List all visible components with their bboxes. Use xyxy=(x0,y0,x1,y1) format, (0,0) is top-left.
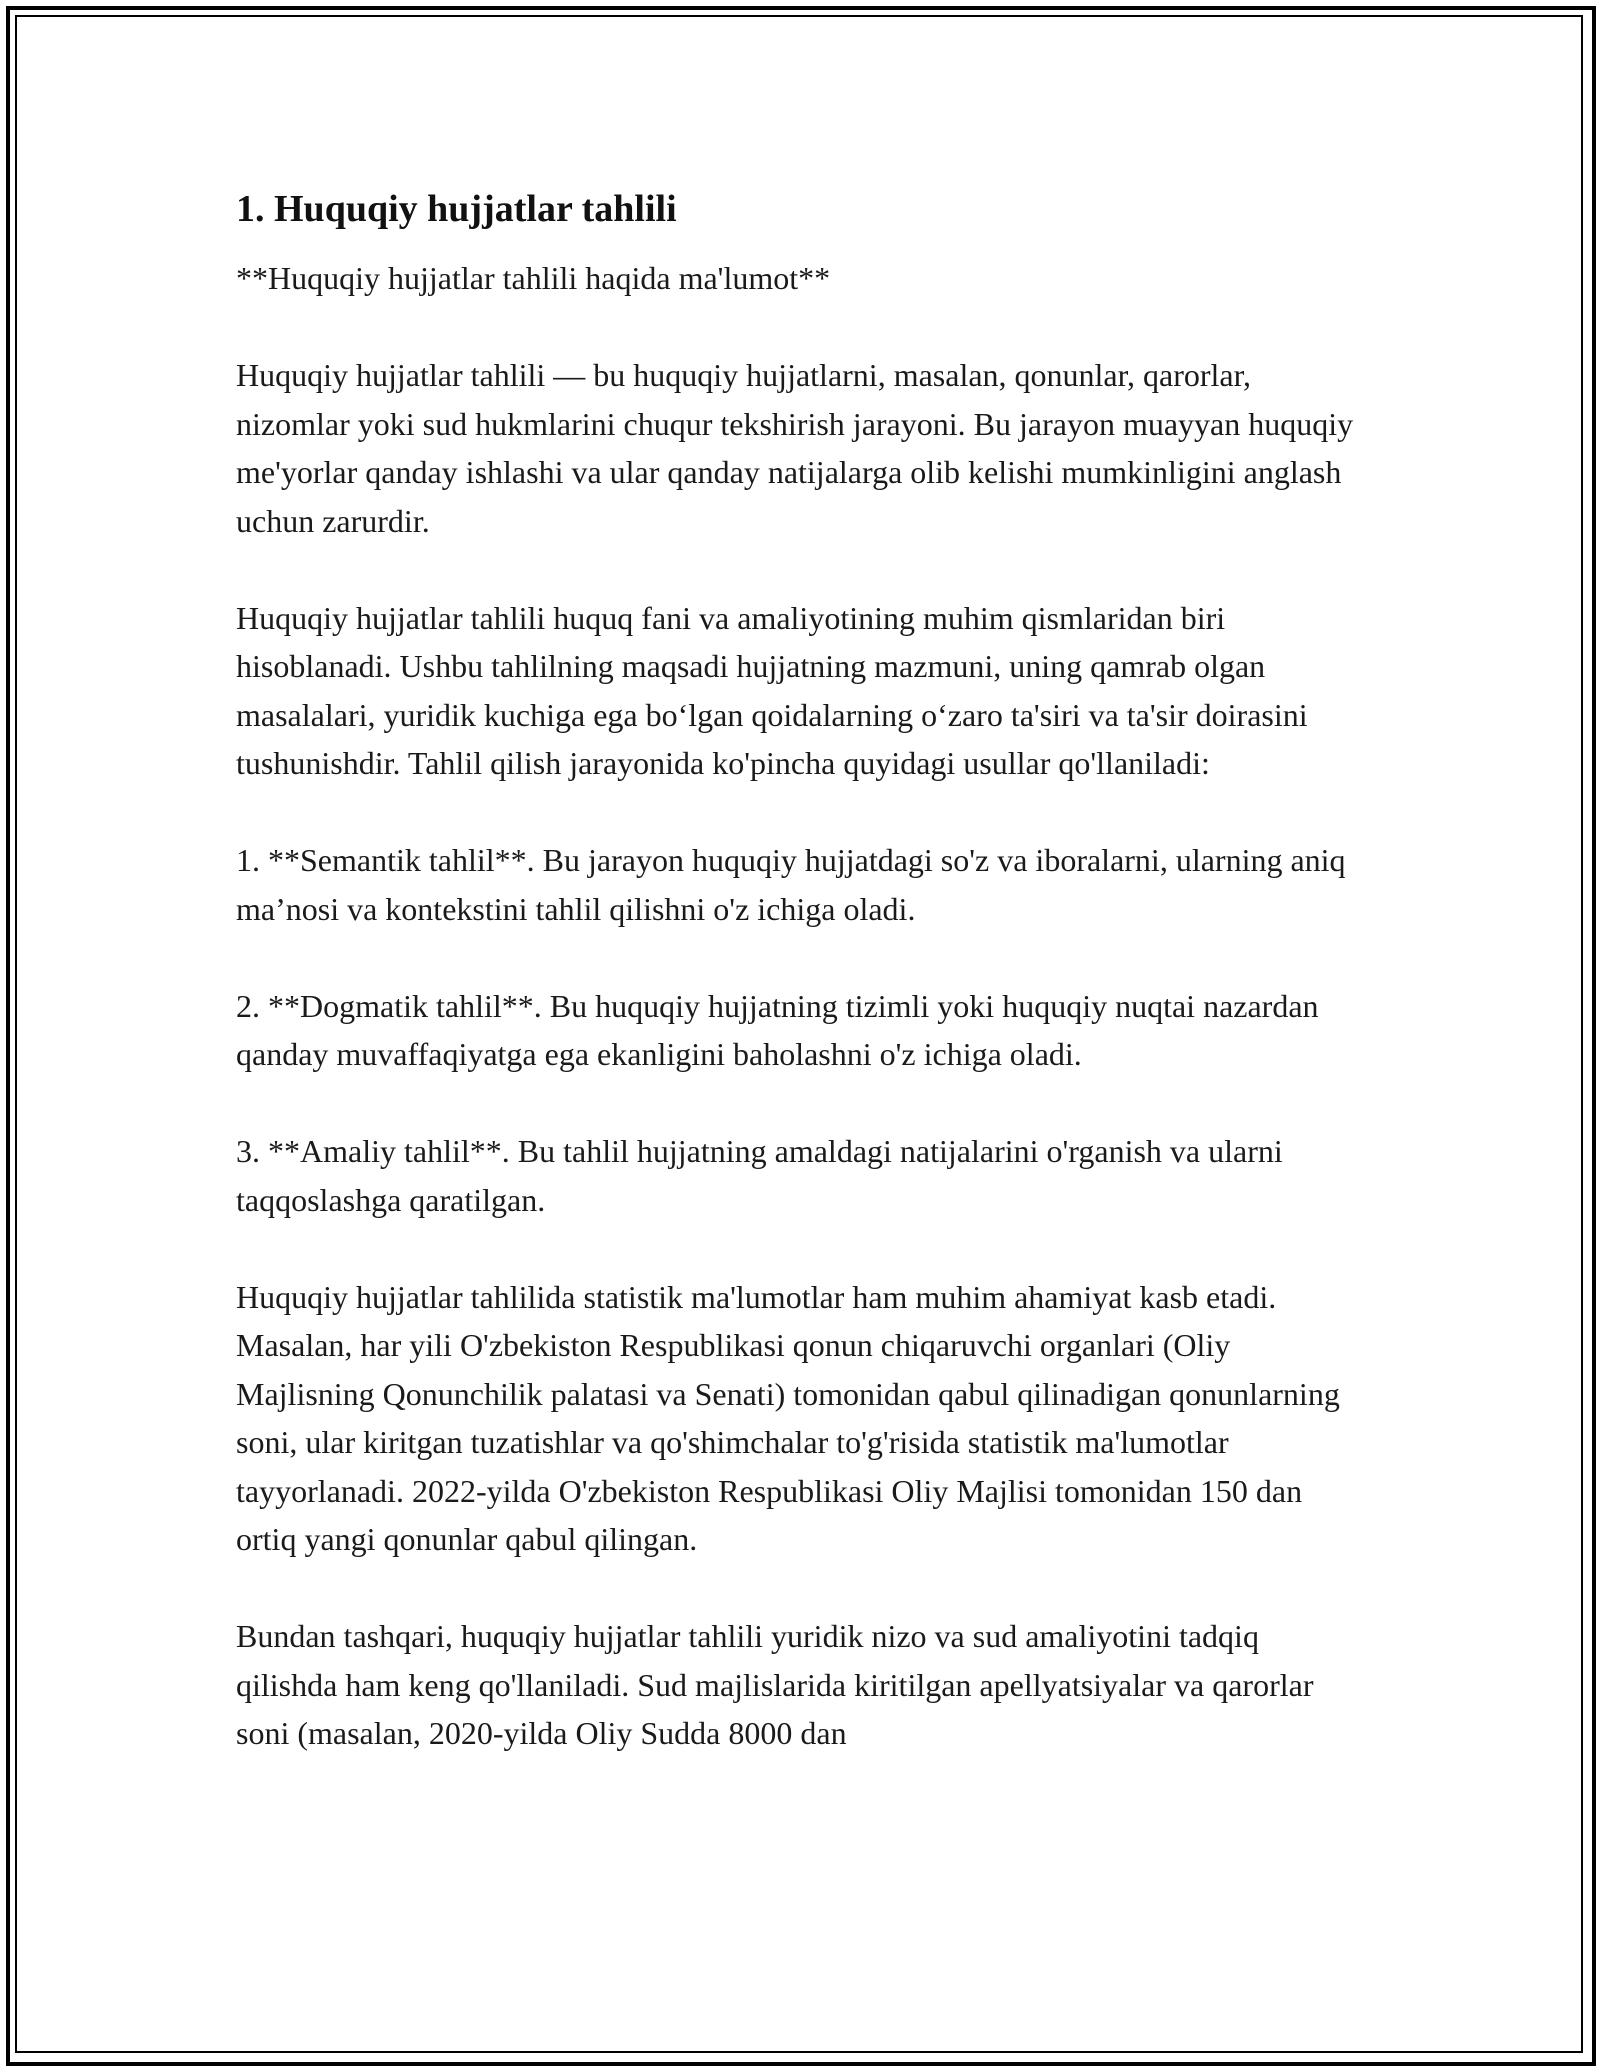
list-item-practical-analysis: 3. **Amaliy tahlil**. Bu tahlil hujjatning amaldagi natijalarini o'rganish va ularni taqqoslashga qaratilgan. xyxy=(236,1133,1283,1218)
list-item-semantic-analysis: 1. **Semantik tahlil**. Bu jarayon huquqiy hujjatdagi so'z va iboralarni, ularning aniq ma’nosi va kontekstini tahlil qilishni o'z ichiga oladi. xyxy=(236,842,1346,927)
document-subtitle: **Huquqiy hujjatlar tahlili haqida ma'lumot** xyxy=(236,260,831,296)
list-item-dogmatic-analysis: 2. **Dogmatik tahlil**. Bu huquqiy hujjatning tizimli yoki huquqiy nuqtai nazardan qanday muvaffaqiyatga ega ekanligini baholashni o'z ichiga oladi. xyxy=(236,987,1319,1072)
paragraph-court-practice: Bundan tashqari, huquqiy hujjatlar tahlili yuridik nizo va sud amaliyotini tadqiq qilishda ham keng qo'llaniladi. Sud majlislarida kiritilgan apellyatsiyalar va qarorlar soni (masalan, 2020-yilda Oliy Sudda 8000 dan xyxy=(236,1618,1314,1751)
paragraph-intro: Huquqiy hujjatlar tahlili — bu huquqiy hujjatlarni, masalan, qonunlar, qarorlar, nizomlar yoki sud hukmlarini chuqur tekshirish jarayoni. Bu jarayon muayyan huquqiy me'yorlar qanday ishlashi va ular qanday natijalarga olib kelishi mumkinligini anglash uchun zarurdir. xyxy=(236,357,1354,539)
document-title: 1. Huquqiy hujjatlar tahlili xyxy=(236,188,677,230)
paragraph-statistics: Huquqiy hujjatlar tahlilida statistik ma'lumotlar ham muhim ahamiyat kasb etadi. Masalan, har yili O'zbekiston Respublikasi qonun chiqaruvchi organlari (Oliy Majlisning Qonunchilik palatasi va Senati) tomonidan qabul qilinadigan qonunlarning soni, ular kiritgan tuzatishlar va qo'shimchalar to'g'risida statistik ma'lumotlar tayyorlanadi. 2022-yilda O'zbekiston Respublikasi Oliy Majlisi tomonidan 150 dan ortiq yangi qonunlar qabul qilingan. xyxy=(236,1278,1340,1557)
document-body xyxy=(236,186,1366,1806)
paragraph-methods: Huquqiy hujjatlar tahlili huquq fani va amaliyotining muhim qismlaridan biri hisoblanadi. Ushbu tahlilning maqsadi hujjatning mazmuni, uning qamrab olgan masalalari, yuridik kuchiga ega bo‘lgan qoidalarning o‘zaro ta'siri va ta'sir doirasini tushunishdir. Tahlil qilish jarayonida ko'pincha quyidagi usullar qo'llaniladi: xyxy=(236,599,1308,781)
